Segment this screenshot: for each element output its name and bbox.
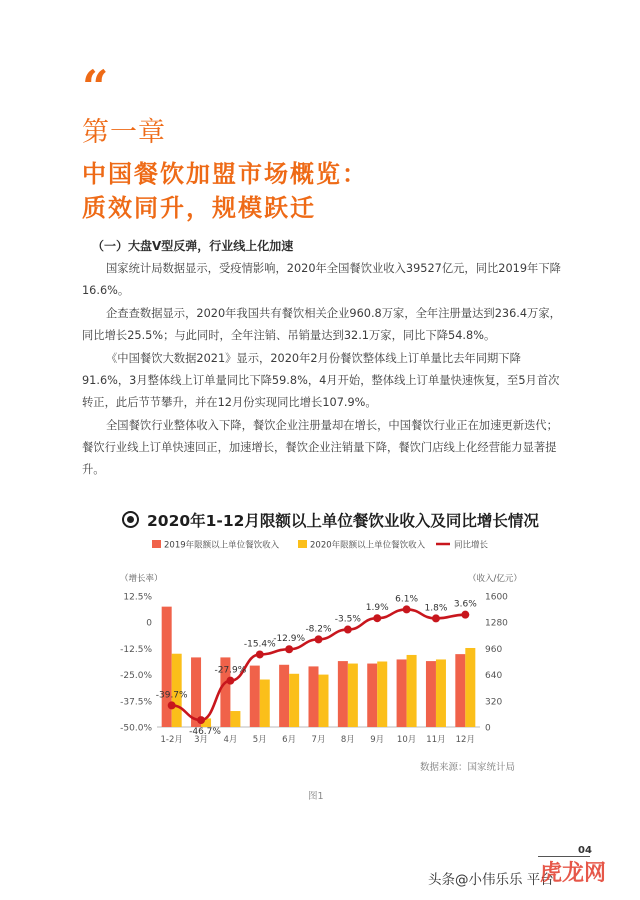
bar [230, 711, 240, 727]
growth-point [315, 635, 323, 643]
chapter-label: 第一章 [82, 117, 166, 148]
y-right-tick-label: 0 [485, 723, 491, 734]
x-tick-label: 3月 [194, 735, 209, 745]
bar [250, 666, 260, 727]
paragraph: 《中国餐饮大数据2021》显示，2020年2月份餐饮整体线上订单量比去年同期下降91.6%，3月整体线上订单量同比下降59.8%，4月开始，整体线上订单量快速恢复，至5月首次转正，此后节节攀升，并在12月份实现同比增长107.9%。 [82, 352, 560, 409]
bar [436, 659, 446, 727]
growth-data-label: -15.4% [243, 639, 276, 650]
growth-data-label: -27.9% [214, 665, 247, 676]
page-number: 04 [578, 845, 592, 856]
growth-point [256, 650, 264, 658]
growth-data-label: -46.7% [189, 727, 221, 738]
y-right-tick-label: 1280 [485, 618, 508, 629]
bar [397, 659, 407, 727]
x-tick-label: 5月 [252, 735, 267, 745]
legend-label: 2019年限额以上单位餐饮收入 [164, 540, 280, 551]
body-text [82, 258, 562, 482]
revenue-growth-chart [0, 530, 640, 755]
y-right-tick-label: 320 [485, 697, 503, 708]
target-icon [122, 511, 139, 528]
legend-swatch [152, 540, 161, 548]
growth-point [373, 614, 381, 622]
growth-point [168, 701, 176, 709]
bar [279, 665, 289, 727]
y-left-tick-label: -25.0% [120, 671, 152, 682]
paragraph: 全国餐饮行业整体收入下降，餐饮企业注册量却在增长，中国餐饮行业正在加速更新迭代；餐饮行业线上订单快速回正，加速增长，餐饮企业注销量下降，餐饮门店线上化经营能力显著提升。 [82, 419, 558, 476]
y-left-tick-label: -37.5% [120, 697, 152, 708]
bar [348, 664, 358, 727]
chart-title [122, 509, 539, 531]
bar [289, 674, 299, 727]
legend-label: 2020年限额以上单位餐饮收入 [310, 540, 426, 551]
y-left-tick-label: 0 [146, 618, 152, 629]
watermark-text: 头条@小伟乐乐 平台 [428, 872, 554, 888]
legend-label: 同比增长 [454, 540, 489, 551]
bar [465, 648, 475, 727]
bar [407, 655, 417, 727]
growth-data-label: 1.8% [424, 603, 448, 614]
headline-line-1: 中国餐饮加盟市场概览： [82, 160, 368, 188]
y-right-tick-label: 640 [485, 671, 503, 682]
bar [377, 662, 387, 728]
bar [338, 661, 348, 727]
data-source: 数据来源：国家统计局 [420, 762, 516, 773]
paragraph: 国家统计局数据显示，受疫情影响，2020年全国餐饮业收入39527亿元，同比2019年下降16.6%。 [82, 262, 561, 297]
y-right-tick-label: 960 [485, 644, 503, 655]
growth-data-label: -8.2% [305, 624, 332, 635]
bar [309, 666, 319, 727]
growth-point [226, 677, 234, 685]
section-title: （一）大盘V型反弹，行业线上化加速 [92, 239, 294, 253]
y-right-tick-label: 1600 [485, 592, 508, 603]
bar [319, 675, 329, 727]
x-tick-label: 7月 [311, 735, 326, 745]
y-left-axis-label: （增长率） [120, 574, 163, 584]
bar [426, 661, 436, 727]
headline-line-2: 质效同升，规模跃迁 [82, 194, 316, 222]
quote-mark: “ [82, 60, 109, 114]
growth-point [344, 626, 352, 634]
x-tick-label: 4月 [223, 735, 238, 745]
x-tick-label: 1-2月 [160, 735, 183, 745]
growth-data-label: 6.1% [395, 594, 419, 605]
growth-data-label: -3.5% [334, 614, 361, 625]
y-left-tick-label: 12.5% [123, 592, 152, 603]
growth-point [461, 611, 469, 619]
chart-title-text: 2020年1-12月限额以上单位餐饮业收入及同比增长情况 [147, 512, 539, 530]
x-tick-label: 6月 [282, 735, 297, 745]
growth-point [197, 716, 205, 724]
figure-caption: 图1 [308, 791, 324, 802]
y-right-axis-label: （收入/亿元） [468, 574, 522, 584]
legend-swatch [298, 540, 307, 548]
growth-data-label: -12.9% [273, 634, 306, 645]
growth-data-label: -39.7% [155, 690, 188, 701]
bar [455, 654, 465, 727]
growth-data-label: 3.6% [453, 599, 477, 610]
y-left-tick-label: -12.5% [120, 644, 152, 655]
x-tick-label: 9月 [370, 735, 385, 745]
watermark-logo: 虎龙网 [540, 861, 607, 886]
y-left-tick-label: -50.0% [120, 723, 152, 734]
growth-point [403, 605, 411, 613]
growth-data-label: 1.9% [365, 603, 389, 614]
bar [260, 680, 270, 727]
paragraph: 企查查数据显示，2020年我国共有餐饮相关企业960.8万家，全年注册量达到236.4万家，同比增长25.5%；与此同时，全年注销、吊销量达到32.1万家，同比下降54.8%。 [82, 307, 561, 342]
growth-point [432, 614, 440, 622]
x-tick-label: 10月 [396, 735, 417, 745]
growth-point [285, 645, 293, 653]
x-tick-label: 8月 [340, 735, 355, 745]
bar [367, 664, 377, 727]
x-tick-label: 12月 [455, 735, 475, 745]
x-tick-label: 11月 [426, 735, 446, 745]
